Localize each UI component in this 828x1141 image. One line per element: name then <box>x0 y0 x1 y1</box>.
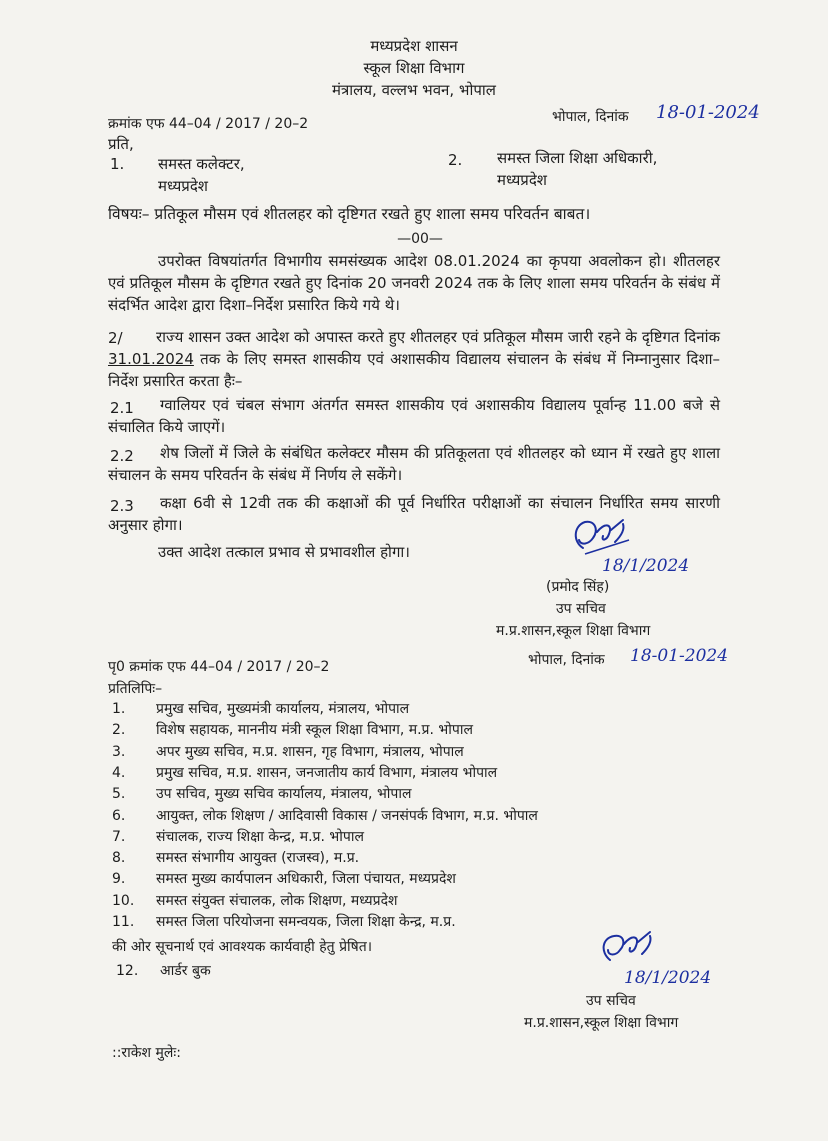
forward-line: की ओर सूचनार्थ एवं आवश्यक कार्यवाही हेतु प्रेषित। <box>112 939 373 955</box>
signature-2-image <box>596 926 660 974</box>
signatory-office-1: म.प्र.शासन,स्कूल शिक्षा विभाग <box>496 623 651 639</box>
copy-item-number: 4. <box>112 764 126 781</box>
signatory-designation-2: उप सचिव <box>586 993 636 1009</box>
closing-statement: उक्त आदेश तत्काल प्रभाव से प्रभावशील होगा। <box>158 543 410 561</box>
paragraph-2-text-post: तक के लिए समस्त शासकीय एवं अशासकीय विद्यालय संचालन के संबंध में निम्नानुसार दिशा–निर्देश प्रसारित करता हैः– <box>108 350 720 390</box>
copy-item-number: 11. <box>112 914 135 930</box>
signature-1-image <box>565 512 635 562</box>
signature-2-date: 18/1/2024 <box>624 968 712 988</box>
copy-item-text: समस्त मुख्य कार्यपालन अधिकारी, जिला पंचायत, मध्यप्रदेश <box>156 871 456 888</box>
copy-to-label: प्रतिलिपिः– <box>108 681 163 697</box>
copy-item <box>112 785 412 804</box>
copy-item-number: 7. <box>112 828 126 845</box>
copy-item-number: 10. <box>112 892 135 909</box>
copy-item <box>112 721 473 740</box>
addressee-1-line1: समस्त कलेक्टर, <box>158 155 245 173</box>
copy-item-text: अपर मुख्य सचिव, म.प्र. शासन, गृह विभाग, मंत्रालय, भोपाल <box>156 743 464 760</box>
endorsement-handwritten-date: 18-01-2024 <box>630 646 729 666</box>
paragraph-2-number: 2/ <box>108 329 123 347</box>
copy-item <box>112 807 538 826</box>
copy-item <box>112 828 364 847</box>
reference-number: क्रमांक एफ 44–04 / 2017 / 20–2 <box>108 116 309 132</box>
handwritten-date: 18-01-2024 <box>656 102 760 123</box>
copy-item <box>112 743 464 762</box>
copy-item-text: समस्त संभागीय आयुक्त (राजस्व), म.प्र. <box>156 850 360 867</box>
paragraph-2 <box>108 326 720 392</box>
copy-item <box>112 913 456 932</box>
signature-1-date: 18/1/2024 <box>602 556 690 576</box>
signatory-name: (प्रमोद सिंह) <box>546 579 610 595</box>
paragraph-1: उपरोक्त विषयांतर्गत विभागीय समसंख्यक आदेश 08.01.2024 का कृपया अवलोकन हो। शीतलहर एवं प्रतिकूल मौसम के दृष्टिगत रखते हुए दिनांक 20 जनवरी 2024 तक के लिए शाला समय परिवर्तन के संबंध में संदर्भित आदेश द्वारा दिशा–निर्देश प्रसारित किये गये थे। <box>108 252 720 314</box>
copy-item-number: 2. <box>112 722 126 739</box>
copy-item-number: 6. <box>112 807 126 824</box>
copy-item-number: 9. <box>112 871 126 888</box>
copy-item-number: 1. <box>112 701 126 717</box>
copy-item-text: उप सचिव, मुख्य सचिव कार्यालय, मंत्रालय, भोपाल <box>156 786 412 803</box>
clause-2-1-number: 2.1 <box>110 399 134 417</box>
copy-item-number: 8. <box>112 850 126 867</box>
copy-item <box>112 870 456 889</box>
copy-item-text: समस्त संयुक्त संचालक, लोक शिक्षण, मध्यप्रदेश <box>156 892 398 909</box>
addressee-2-line2: मध्यप्रदेश <box>497 171 548 189</box>
copy-item-12-text: आर्डर बुक <box>160 963 211 979</box>
copy-item <box>112 700 409 719</box>
signatory-designation-1: उप सचिव <box>556 601 606 617</box>
header-government: मध्यप्रदेश शासन <box>370 37 458 55</box>
copy-item <box>112 849 359 868</box>
addressee-1-line2: मध्यप्रदेश <box>158 177 209 195</box>
copy-item-12 <box>116 962 211 981</box>
copy-item-12-number: 12. <box>116 963 139 979</box>
endorsement-date-label: भोपाल, दिनांक <box>528 652 605 668</box>
typist-initials: ::राकेश मुलेः: <box>112 1045 181 1061</box>
clause-2-3: कक्षा 6वी से 12वी तक की कक्षाओं की पूर्व निर्धारित परीक्षाओं का संचालन निर्धारित समय सारणी अनुसार होगा। <box>108 494 720 534</box>
addressee-2-number: 2. <box>448 151 463 169</box>
copy-item-text: प्रमुख सचिव, म.प्र. शासन, जनजातीय कार्य विभाग, मंत्रालय भोपाल <box>156 764 498 781</box>
addressee-1-number: 1. <box>110 155 125 173</box>
addressee-2-line1: समस्त जिला शिक्षा अधिकारी, <box>497 149 658 167</box>
header-address: मंत्रालय, वल्लभ भवन, भोपाल <box>332 81 496 99</box>
clause-2-2: शेष जिलों में जिले के संबंधित कलेक्टर मौसम की प्रतिकूलता एवं शीतलहर को ध्यान में रखते हुए शाला संचालन के समय परिवर्तन के संबंध में निर्णय ले सकेंगे। <box>108 444 720 484</box>
date-label: भोपाल, दिनांक <box>552 109 629 125</box>
copy-item-text: समस्त जिला परियोजना समन्वयक, जिला शिक्षा केन्द्र, म.प्र. <box>156 914 456 930</box>
to-label: प्रति, <box>108 135 134 153</box>
clause-2-3-number: 2.3 <box>110 497 134 515</box>
copy-item-number: 5. <box>112 786 126 803</box>
copy-item-text: संचालक, राज्य शिक्षा केन्द्र, म.प्र. भोपाल <box>156 828 364 845</box>
copy-item-text: विशेष सहायक, माननीय मंत्री स्कूल शिक्षा विभाग, म.प्र. भोपाल <box>156 722 473 739</box>
header-department: स्कूल शिक्षा विभाग <box>363 59 465 77</box>
copy-item-number: 3. <box>112 743 126 760</box>
paragraph-2-date: 31.01.2024 <box>108 350 194 368</box>
paragraph-2-text-pre: राज्य शासन उक्त आदेश को अपास्त करते हुए शीतलहर एवं प्रतिकूल मौसम जारी रहने के दृष्टिगत दिनांक <box>156 328 720 346</box>
copy-item-text: प्रमुख सचिव, मुख्यमंत्री कार्यालय, मंत्रालय, भोपाल <box>156 701 410 717</box>
clause-2-1: ग्वालियर एवं चंबल संभाग अंतर्गत समस्त शासकीय एवं अशासकीय विद्यालय पूर्वान्ह 11.00 बजे से संचालित किये जाएगें। <box>108 396 720 436</box>
endorsement-number: पृ0 क्रमांक एफ 44–04 / 2017 / 20–2 <box>108 659 330 675</box>
copy-item-text: आयुक्त, लोक शिक्षण / आदिवासी विकास / जनसंपर्क विभाग, म.प्र. भोपाल <box>156 807 538 824</box>
divider: —00— <box>397 231 443 247</box>
copy-item <box>112 892 398 911</box>
subject-line: विषयः– प्रतिकूल मौसम एवं शीतलहर को दृष्टिगत रखते हुए शाला समय परिवर्तन बाबत। <box>108 205 591 223</box>
clause-2-2-number: 2.2 <box>110 447 134 465</box>
signatory-office-2: म.प्र.शासन,स्कूल शिक्षा विभाग <box>524 1015 679 1031</box>
copy-item <box>112 764 497 783</box>
